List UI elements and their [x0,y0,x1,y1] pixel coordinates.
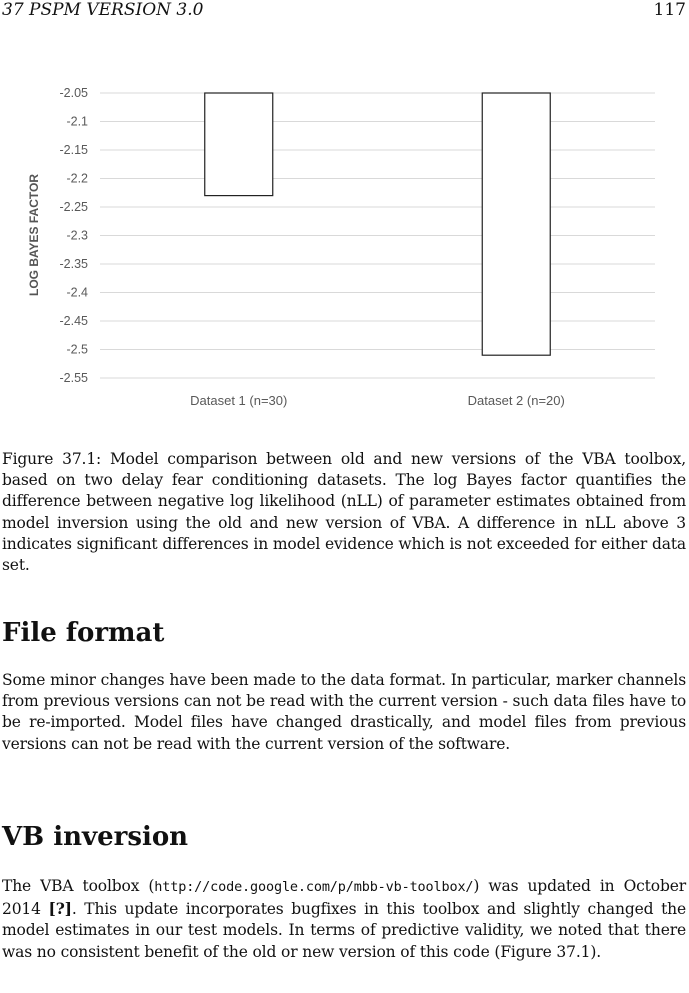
section-body-vb-inversion [2,876,686,963]
y-tick-label: -2.05 [59,86,88,100]
y-axis-ticks [60,86,89,385]
citation-ref[interactable]: [?] [48,899,72,919]
y-tick-label: -2.35 [59,257,88,271]
x-axis-categories [190,393,565,408]
y-tick-label: -2.1 [66,114,88,129]
y-tick-label: -2.15 [59,143,88,157]
bar [205,93,273,196]
y-axis-label: LOG BAYES FACTOR [27,173,41,297]
section-body-file-format: Some minor changes have been made to the data format. In particular, marker channels from previous versions can not be read with the current version - such data files have to be re-imported. Model files have changed drastically, and model files from previous versions can not be read with the current version of the software. [2,671,686,753]
vb-text-2: ) was updated in October 2014 [2,877,686,919]
section-title-vb-inversion: VB inversion [2,822,189,852]
y-tick-label: -2.3 [66,228,88,243]
page-header [0,0,689,22]
chapter-heading: 37 PSPM VERSION 3.0 [2,0,204,20]
page-number: 117 [653,0,686,20]
figure-ref[interactable]: 37.1 [556,942,591,961]
toolbox-url[interactable]: http://code.google.com/p/mbb-vb-toolbox/ [154,879,474,895]
vb-text-3: . This update incorporates bugfixes in this toolbox and slightly changed the model estimates in our test models. In terms of predictive validity, we noted that there was no consistent benefit of the old or new version of this code (Figure [2,900,687,961]
chart-bars [205,93,551,355]
x-category-label: Dataset 2 (n=20) [467,393,565,408]
y-tick-label: -2.45 [59,314,88,328]
log-bayes-factor-chart [0,78,689,423]
vb-text-4: ). [590,942,602,961]
x-category-label: Dataset 1 (n=30) [190,393,288,408]
vb-text-1: The VBA toolbox ( [2,877,155,895]
bar [482,93,550,355]
y-tick-label: -2.4 [66,285,88,300]
figure-caption: Figure 37.1: Model comparison between old and new versions of the VBA toolbox, based on two delay fear conditioning datasets. The log Bayes factor quantifies the difference between negative log likelihood (nLL) of parameter estimates obtained from model inversion using the old and new version of VBA. A difference in nLL above 3 indicates significant differences in model evidence which is not exceeded for either data set. [2,450,686,575]
section-title-file-format: File format [2,618,165,648]
y-tick-label: -2.25 [59,200,88,214]
y-tick-label: -2.2 [66,171,88,186]
y-tick-label: -2.5 [66,342,88,357]
y-tick-label: -2.55 [59,371,88,385]
chart-gridlines [100,93,655,378]
